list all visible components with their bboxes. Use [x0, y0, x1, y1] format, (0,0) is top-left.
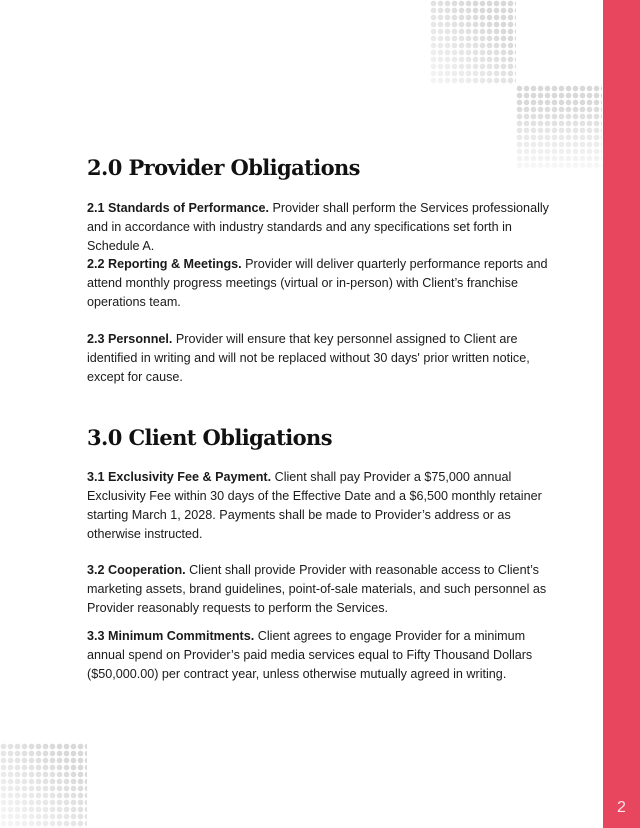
clause-text: Provider shall perform the Services professionally and in accordance with industry standards and any specifications set forth in Schedule A.	[87, 201, 549, 253]
clause-text: Client agrees to engage Provider for a minimum annual spend on Provider’s paid media services equal to Fifty Thousand Dollars ($50,000.00) per contract year, unless otherwise mutually agreed in writing.	[87, 629, 533, 681]
clause-3-2	[87, 561, 562, 618]
clause-3-3	[87, 627, 562, 684]
clause-3-1	[87, 468, 562, 544]
section-heading-client-obligations: 3.0 Client Obligations	[87, 425, 332, 450]
page-number: 2	[617, 799, 626, 816]
clause-2-3	[87, 330, 562, 387]
clause-title: 2.3 Personnel.	[87, 332, 173, 346]
clause-text: Provider will deliver quarterly performance reports and attend monthly progress meetings (virtual or in-person) with Client’s franchise operations team.	[87, 257, 548, 309]
clause-2-2	[87, 255, 562, 312]
clause-title: 3.1 Exclusivity Fee & Payment.	[87, 470, 272, 484]
halftone-decoration-bottom-left	[0, 743, 87, 828]
clause-text: Client shall pay Provider a $75,000 annual Exclusivity Fee within 30 days of the Effective Date and a $6,500 monthly retainer starting March 1, 2028. Payments shall be made to Provider’s address or as otherwise instructed.	[87, 470, 542, 541]
clause-2-1	[87, 199, 562, 256]
halftone-decoration-top	[430, 0, 516, 85]
clause-text: Client shall provide Provider with reasonable access to Client’s marketing assets, brand guidelines, point-of-sale materials, and such personnel as Provider reasonably requests to perform the Services.	[87, 563, 547, 615]
accent-side-bar	[603, 0, 640, 828]
clause-title: 2.2 Reporting & Meetings.	[87, 257, 242, 271]
halftone-decoration-top-right	[516, 85, 602, 168]
clause-title: 2.1 Standards of Performance.	[87, 201, 269, 215]
clause-text: Provider will ensure that key personnel assigned to Client are identified in writing and will not be replaced without 30 days' prior written notice, except for cause.	[87, 332, 530, 384]
section-heading-provider-obligations: 2.0 Provider Obligations	[87, 155, 360, 180]
clause-title: 3.3 Minimum Commitments.	[87, 629, 255, 643]
clause-title: 3.2 Cooperation.	[87, 563, 186, 577]
